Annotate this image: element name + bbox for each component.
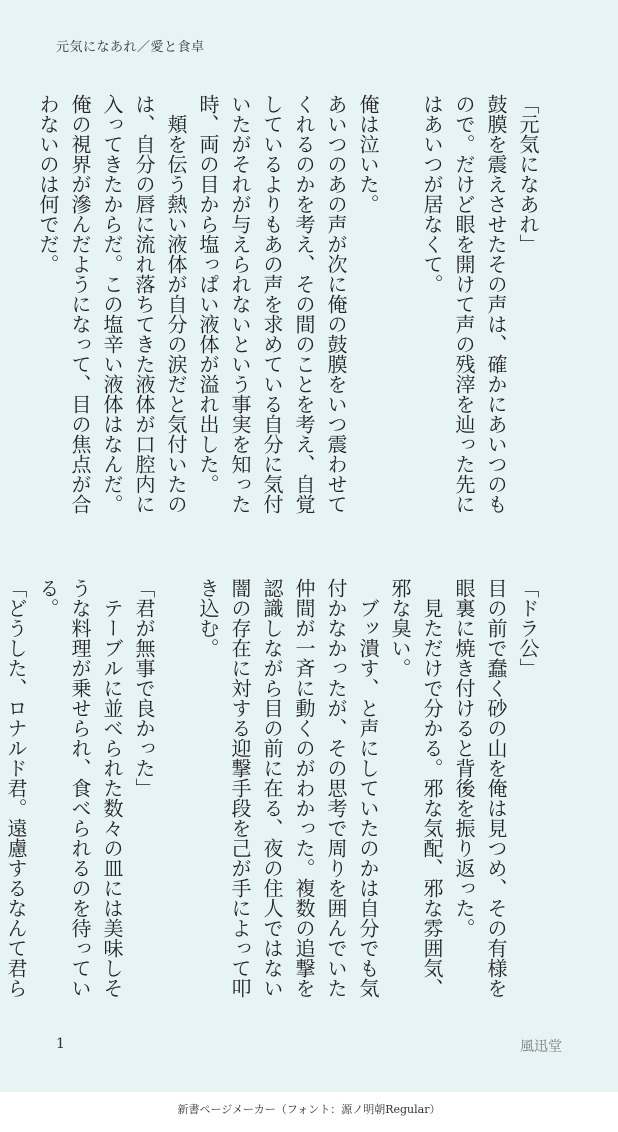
paragraph: 「ドラ公」 — [516, 578, 540, 678]
paragraph: 「君が無事で良かった」 — [132, 578, 156, 798]
paragraph: ブッ潰す、と声にしていたのかは自分でも気付かなかったが、その思考で周りを囲んでいた仲間が一斉に動くのがわかった。複数の追撃を認識しながら目の前に在る、夜の住人ではない闇の存在に対する迎撃手段を己が手によって叩き込む。 — [196, 578, 380, 998]
text-block-top — [32, 94, 544, 524]
blank-line — [160, 578, 192, 1008]
paragraph: 「どうした、ロナルド君。遠慮するなんて君ら — [4, 578, 28, 998]
page-number: 1 — [56, 1036, 65, 1052]
generator-caption: 新書ページメーカー（フォント：源ノ明朝Regular） — [177, 1103, 441, 1116]
paragraph: 「元気になあれ」 — [516, 94, 540, 254]
text-block-bottom — [0, 578, 544, 1008]
paragraph: 頬を伝う熱い液体が自分の涙だと気付いたのは、自分の唇に流れ落ちてきた液体が口腔内に入ってきたからだ。この塩辛い液体はなんだ。俺の視界が滲んだようになって、目の焦点が合わないのは何でだ。 — [36, 94, 188, 514]
publisher-name: 風迅堂 — [520, 1039, 562, 1055]
paragraph: 目の前で蠢く砂の山を俺は見つめ、その有様を眼裏に焼き付けると背後を振り返った。 — [452, 578, 508, 998]
paragraph: 鼓膜を震えさせたその声は、確かにあいつのもので。だけど眼を開けて声の残滓を辿った先にはあいつが居なくて。 — [420, 94, 508, 514]
paragraph: あいつのあの声が次に俺の鼓膜をいつ震わせてくれるのかを考え、その間のことを考え、自覚しているよりもあの声を求めている自分に気付いたがそれが与えられないという事実を知った時、両の目から塩っぱい液体が溢れ出した。 — [196, 94, 348, 514]
paragraph: 俺は泣いた。 — [356, 94, 380, 214]
running-header-title: 元気になあれ／愛と食卓 — [56, 40, 205, 55]
blank-line — [384, 94, 416, 524]
paragraph: テーブルに並べられた数々の皿には美味しそうな料理が乗せられ、食べられるのを待っている。 — [36, 578, 124, 998]
paragraph: 見ただけで分かる。邪な気配、邪な雰囲気、邪な臭い。 — [388, 578, 444, 998]
